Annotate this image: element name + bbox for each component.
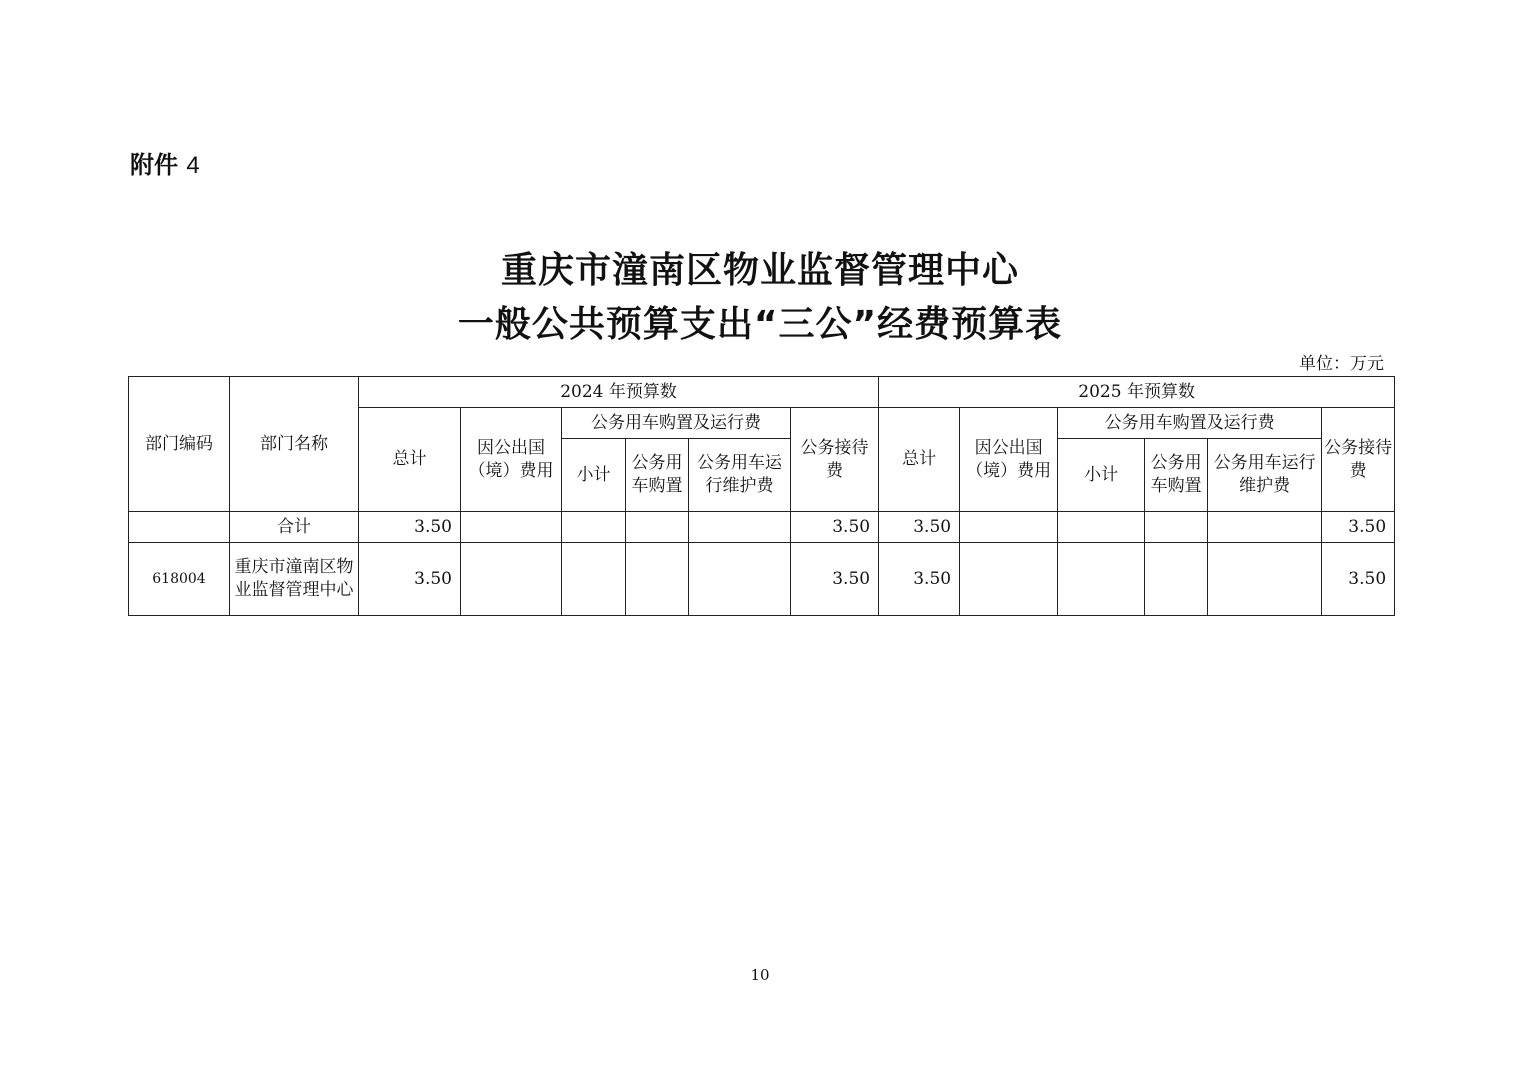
cell-2024-operation (689, 543, 791, 616)
header-2024-subtotal: 小计 (562, 439, 626, 512)
cell-2025-abroad (960, 512, 1058, 543)
cell-2025-total: 3.50 (879, 512, 960, 543)
cell-2025-reception: 3.50 (1322, 512, 1395, 543)
cell-2025-operation (1208, 512, 1322, 543)
cell-code: 618004 (129, 543, 230, 616)
cell-2024-purchase (626, 512, 689, 543)
cell-2024-operation (689, 512, 791, 543)
header-2025-vehicle-operation: 公务用车运行维护费 (1208, 439, 1322, 512)
cell-2024-total: 3.50 (359, 543, 461, 616)
header-2024-abroad: 因公出国（境）费用 (461, 408, 562, 512)
header-2025-vehicle-purchase: 公务用车购置 (1145, 439, 1208, 512)
cell-code (129, 512, 230, 543)
cell-2024-abroad (461, 512, 562, 543)
header-2024-budget: 2024 年预算数 (359, 377, 879, 408)
header-2024-vehicle-purchase: 公务用车购置 (626, 439, 689, 512)
cell-2024-reception: 3.50 (791, 512, 879, 543)
attachment-number: 4 (186, 152, 200, 179)
cell-name: 重庆市潼南区物业监督管理中心 (230, 543, 359, 616)
header-2025-budget: 2025 年预算数 (879, 377, 1395, 408)
cell-2024-subtotal (562, 512, 626, 543)
cell-2025-reception: 3.50 (1322, 543, 1395, 616)
header-dept-code: 部门编码 (129, 377, 230, 512)
header-row-1 (129, 377, 1395, 408)
table-row-department (129, 543, 1395, 616)
header-2025-subtotal: 小计 (1058, 439, 1145, 512)
cell-2024-reception: 3.50 (791, 543, 879, 616)
cell-2025-subtotal (1058, 512, 1145, 543)
table-row-total (129, 512, 1395, 543)
header-dept-name: 部门名称 (230, 377, 359, 512)
cell-2025-operation (1208, 543, 1322, 616)
header-2024-total: 总计 (359, 408, 461, 512)
page-number: 10 (750, 966, 770, 984)
cell-2025-purchase (1145, 512, 1208, 543)
unit-label: 单位：万元 (1299, 354, 1384, 374)
attachment-text: 附件 (130, 151, 178, 179)
header-2025-reception: 公务接待费 (1322, 408, 1395, 512)
page-title: 重庆市潼南区物业监督管理中心 (500, 250, 1019, 291)
cell-2024-total: 3.50 (359, 512, 461, 543)
cell-2024-purchase (626, 543, 689, 616)
header-2024-reception: 公务接待费 (791, 408, 879, 512)
header-2024-vehicle-group: 公务用车购置及运行费 (562, 408, 791, 439)
cell-2025-purchase (1145, 543, 1208, 616)
cell-2024-subtotal (562, 543, 626, 616)
header-2025-abroad: 因公出国（境）费用 (960, 408, 1058, 512)
header-2025-vehicle-group: 公务用车购置及运行费 (1058, 408, 1322, 439)
header-2025-total: 总计 (879, 408, 960, 512)
cell-2025-abroad (960, 543, 1058, 616)
cell-2025-total: 3.50 (879, 543, 960, 616)
cell-2024-abroad (461, 543, 562, 616)
header-2024-vehicle-operation: 公务用车运行维护费 (689, 439, 791, 512)
cell-2025-subtotal (1058, 543, 1145, 616)
page-subtitle: 一般公共预算支出“三公”经费预算表 (457, 304, 1063, 345)
cell-name: 合计 (230, 512, 359, 543)
attachment-label (130, 145, 200, 180)
budget-table (128, 376, 1395, 616)
